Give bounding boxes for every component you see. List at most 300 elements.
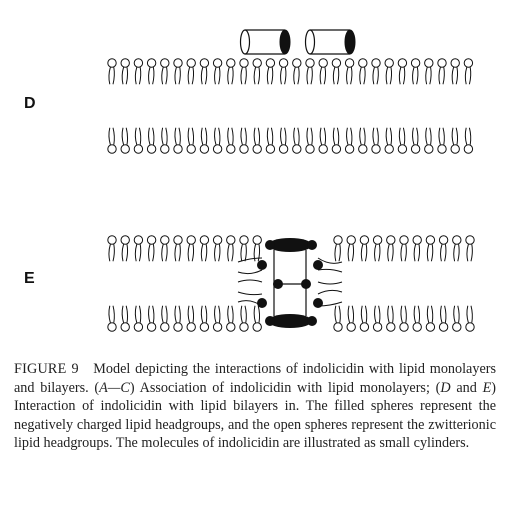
zwitterionic-lipid (387, 306, 395, 331)
lipid-tail (232, 306, 233, 323)
lipid-tail (162, 128, 163, 145)
zwitterionic-lipid (385, 128, 393, 153)
lipid-headgroup (360, 236, 368, 244)
zwitterionic-lipid (187, 236, 195, 261)
lipid-tail (232, 244, 233, 261)
lipid-tail (458, 306, 459, 323)
lipid-tail (109, 67, 110, 84)
charged-headgroup (265, 316, 275, 326)
lipid-tail (452, 67, 453, 84)
lipid-tail (162, 244, 163, 261)
lipid-tail (467, 306, 468, 323)
caption-italic-3: E (482, 379, 492, 396)
lipid-tail (392, 244, 393, 261)
zwitterionic-lipid (147, 59, 155, 84)
caption-text-2: ) Association of indolicidin with lipid monolayers; ( (129, 379, 441, 396)
lipid-tail (166, 128, 167, 145)
lipid-headgroup (334, 323, 342, 331)
lipid-tail (192, 244, 193, 261)
zwitterionic-lipid (161, 128, 169, 153)
zwitterionic-lipid (174, 236, 182, 261)
lipid-tail (238, 270, 262, 274)
zwitterionic-lipid (360, 306, 368, 331)
cylinder-end-filled (280, 30, 290, 54)
lipid-headgroup (147, 145, 155, 153)
zwitterionic-lipid (174, 128, 182, 153)
lipid-tail (241, 67, 242, 84)
lipid-tail (205, 67, 206, 84)
lipid-headgroup (439, 323, 447, 331)
lipid-headgroup (306, 145, 314, 153)
zwitterionic-lipid (439, 236, 447, 261)
caption-text-3: and (450, 379, 483, 396)
lipid-tail (241, 128, 242, 145)
panel-label-e: E (24, 270, 35, 287)
lipid-tail (347, 128, 348, 145)
lipid-headgroup (213, 236, 221, 244)
lipid-tail (337, 128, 338, 145)
lipid-headgroup (200, 236, 208, 244)
lipid-tail (427, 306, 428, 323)
zwitterionic-lipid (187, 59, 195, 84)
lipid-tail (390, 128, 391, 145)
lipid-tail (414, 306, 415, 323)
lipid-tail (324, 128, 325, 145)
lipid-tail (469, 67, 470, 84)
zwitterionic-lipid (426, 306, 434, 331)
lipid-tail (351, 128, 352, 145)
zwitterionic-lipid (319, 59, 327, 84)
lipid-tail (427, 244, 428, 261)
lipid-tail (215, 128, 216, 145)
lipid-tail (361, 244, 362, 261)
lipid-tail (179, 244, 180, 261)
lipid-headgroup (174, 145, 182, 153)
lipid-tail (294, 67, 295, 84)
lipid-tail (294, 128, 295, 145)
lipid-headgroup (253, 59, 261, 67)
zwitterionic-lipid (451, 59, 459, 84)
lipid-tail (324, 67, 325, 84)
lipid-headgroup (200, 323, 208, 331)
lipid-tail (258, 128, 259, 145)
zwitterionic-lipid (413, 236, 421, 261)
zwitterionic-lipid (385, 59, 393, 84)
lipid-tail (454, 244, 455, 261)
lipid-headgroup (426, 236, 434, 244)
lipid-tail (135, 128, 136, 145)
lipid-tail (271, 67, 272, 84)
caption-italic-1: A—C (99, 379, 130, 396)
lipid-tail (365, 244, 366, 261)
lipid-headgroup (147, 323, 155, 331)
lipid-tail (281, 67, 282, 84)
zwitterionic-lipid (360, 236, 368, 261)
lipid-tail (258, 306, 259, 323)
lipid-headgroup (279, 145, 287, 153)
zwitterionic-lipid (400, 236, 408, 261)
lipid-headgroup (398, 145, 406, 153)
lipid-headgroup (387, 323, 395, 331)
lipid-tail (188, 244, 189, 261)
lipid-tail (360, 128, 361, 145)
lipid-tail (126, 67, 127, 84)
zwitterionic-lipid (400, 306, 408, 331)
zwitterionic-lipid (253, 236, 261, 261)
lipid-tail (149, 306, 150, 323)
zwitterionic-lipid (147, 128, 155, 153)
lipid-tail (109, 128, 110, 145)
lipid-tail (403, 67, 404, 84)
lipid-tail (153, 244, 154, 261)
lipid-headgroup (438, 145, 446, 153)
zwitterionic-lipid (398, 59, 406, 84)
lipid-tail (426, 128, 427, 145)
lipid-tail (418, 244, 419, 261)
lipid-tail (377, 128, 378, 145)
lipid-tail (364, 67, 365, 84)
zwitterionic-lipid (161, 236, 169, 261)
lipid-tail (351, 67, 352, 84)
lipid-tail (135, 67, 136, 84)
lipid-tail (337, 67, 338, 84)
zwitterionic-lipid (426, 236, 434, 261)
lipid-tail (335, 244, 336, 261)
zwitterionic-lipid (306, 59, 314, 84)
zwitterionic-lipid (466, 236, 474, 261)
lipid-tail (109, 306, 110, 323)
zwitterionic-lipid (347, 236, 355, 261)
zwitterionic-lipid (439, 306, 447, 331)
lipid-tail (364, 128, 365, 145)
lipid-tail (175, 306, 176, 323)
lipid-headgroup (134, 145, 142, 153)
lipid-headgroup (108, 323, 116, 331)
lipid-tail (285, 67, 286, 84)
lipid-tail (298, 128, 299, 145)
zwitterionic-lipid (147, 306, 155, 331)
lipid-headgroup (345, 59, 353, 67)
zwitterionic-lipid (413, 306, 421, 331)
zwitterionic-lipid (373, 236, 381, 261)
lipid-tail (417, 128, 418, 145)
lipid-tail (201, 67, 202, 84)
lipid-tail (320, 67, 321, 84)
zwitterionic-lipid (359, 59, 367, 84)
lipid-tail (228, 128, 229, 145)
lipid-tail (441, 306, 442, 323)
zwitterionic-lipid (359, 128, 367, 153)
lipid-tail (441, 244, 442, 261)
lipid-tail (153, 67, 154, 84)
lipid-tail (228, 244, 229, 261)
lipid-tail (414, 244, 415, 261)
lipid-tail (126, 306, 127, 323)
zwitterionic-lipid (240, 236, 248, 261)
lipid-tail (439, 67, 440, 84)
lipid-headgroup (121, 323, 129, 331)
cylinder-end (306, 30, 315, 54)
lipid-tail (456, 67, 457, 84)
lipid-headgroup (438, 59, 446, 67)
zwitterionic-lipid (213, 128, 221, 153)
lipid-tail (188, 306, 189, 323)
zwitterionic-lipid (425, 128, 433, 153)
lipid-headgroup (240, 236, 248, 244)
lipid-headgroup (387, 236, 395, 244)
lipid-tail (469, 128, 470, 145)
lipid-tail (135, 244, 136, 261)
lipid-tail (139, 244, 140, 261)
lipid-tail (426, 67, 427, 84)
lipid-headgroup (347, 236, 355, 244)
lipid-tail (245, 244, 246, 261)
lipid-tail (258, 244, 259, 261)
panel-d-bilayer (108, 30, 473, 153)
zwitterionic-lipid (372, 59, 380, 84)
lipid-headgroup (425, 59, 433, 67)
lipid-tail (267, 128, 268, 145)
lipid-headgroup (266, 59, 274, 67)
lipid-tail (281, 128, 282, 145)
cylinder-end-filled (345, 30, 355, 54)
zwitterionic-lipid (411, 59, 419, 84)
lipid-tail (122, 244, 123, 261)
zwitterionic-lipid (187, 306, 195, 331)
lipid-tail (360, 67, 361, 84)
indolicidin-cylinder (241, 30, 291, 54)
lipid-tail (379, 244, 380, 261)
lipid-tail (431, 244, 432, 261)
zwitterionic-lipid (213, 306, 221, 331)
lipid-headgroup (240, 145, 248, 153)
panel-label-d: D (24, 95, 36, 112)
caption-figure-number: FIGURE 9 (14, 361, 79, 377)
lipid-tail (162, 67, 163, 84)
zwitterionic-lipid (332, 128, 340, 153)
lipid-tail (465, 67, 466, 84)
lipid-tail (166, 67, 167, 84)
lipid-tail (192, 306, 193, 323)
lipid-tail (405, 306, 406, 323)
lipid-tail (188, 128, 189, 145)
lipid-tail (245, 67, 246, 84)
lipid-headgroup (108, 59, 116, 67)
lipid-tail (201, 244, 202, 261)
lipid-tail (399, 128, 400, 145)
lipid-headgroup (121, 59, 129, 67)
lipid-tail (318, 269, 342, 272)
zwitterionic-lipid (345, 59, 353, 84)
zwitterionic-lipid (108, 306, 116, 331)
lipid-headgroup (200, 59, 208, 67)
zwitterionic-lipid (387, 236, 395, 261)
lipid-tail (388, 244, 389, 261)
lipid-tail (443, 67, 444, 84)
lipid-headgroup (359, 59, 367, 67)
zwitterionic-lipid (453, 306, 461, 331)
lipid-tail (365, 306, 366, 323)
lipid-headgroup (213, 145, 221, 153)
zwitterionic-lipid (279, 59, 287, 84)
caption-text-4: ) Interaction of indolicidin with lipid bilayers in. The filled spheres represent the negatively charged lipid headgroups, and the open spheres represent the zwitterionic lipid headgroups. The molecules of indolicidin are illustrated as small cylinders. (14, 379, 496, 452)
lipid-headgroup (359, 145, 367, 153)
zwitterionic-lipid (373, 306, 381, 331)
lipid-tail (352, 244, 353, 261)
lipid-tail (307, 67, 308, 84)
lipid-tail (201, 128, 202, 145)
lipid-headgroup (253, 236, 261, 244)
zwitterionic-lipid (134, 306, 142, 331)
lipid-headgroup (187, 145, 195, 153)
lipid-headgroup (213, 323, 221, 331)
lipid-tail (126, 128, 127, 145)
lipid-tail (430, 128, 431, 145)
lipid-tail (232, 67, 233, 84)
lipid-tail (149, 244, 150, 261)
lipid-tail (219, 244, 220, 261)
zwitterionic-lipid (438, 128, 446, 153)
lipid-headgroup (372, 59, 380, 67)
zwitterionic-lipid (213, 59, 221, 84)
lipid-tail (113, 306, 114, 323)
cylinder-body (245, 30, 285, 54)
lipid-tail (375, 306, 376, 323)
lipid-tail (175, 244, 176, 261)
zwitterionic-lipid (240, 59, 248, 84)
lipid-tail (205, 128, 206, 145)
lipid-tail (205, 244, 206, 261)
lipid-headgroup (187, 323, 195, 331)
lipid-headgroup (439, 236, 447, 244)
lipid-tail (122, 306, 123, 323)
lipid-headgroup (373, 323, 381, 331)
lipid-tail (153, 306, 154, 323)
charged-headgroup (257, 260, 267, 270)
lipid-tail (228, 67, 229, 84)
lipid-headgroup (413, 323, 421, 331)
zwitterionic-lipid (161, 306, 169, 331)
lipid-headgroup (345, 145, 353, 153)
lipid-headgroup (464, 145, 472, 153)
lipid-tail (228, 306, 229, 323)
zwitterionic-lipid (253, 128, 261, 153)
lipid-tail (192, 67, 193, 84)
indolicidin-cylinder (306, 30, 356, 54)
lipid-headgroup (213, 59, 221, 67)
lipid-tail (373, 67, 374, 84)
zwitterionic-lipid (372, 128, 380, 153)
zwitterionic-lipid (332, 59, 340, 84)
lipid-tail (232, 128, 233, 145)
lipid-tail (399, 67, 400, 84)
lipid-headgroup (147, 59, 155, 67)
lipid-tail (445, 244, 446, 261)
lipid-tail (162, 306, 163, 323)
lipid-tail (431, 306, 432, 323)
lipid-tail (403, 128, 404, 145)
lipid-headgroup (227, 323, 235, 331)
lipid-headgroup (240, 323, 248, 331)
lipid-headgroup (187, 59, 195, 67)
lipid-headgroup (332, 59, 340, 67)
lipid-headgroup (398, 59, 406, 67)
membrane-pore (257, 238, 323, 328)
lipid-headgroup (451, 59, 459, 67)
lipid-tail (348, 306, 349, 323)
lipid-headgroup (161, 323, 169, 331)
lipid-tail (149, 128, 150, 145)
lipid-headgroup (306, 59, 314, 67)
lipid-tail (219, 128, 220, 145)
lipid-tail (285, 128, 286, 145)
charged-headgroup (307, 240, 317, 250)
lipid-tail (318, 290, 342, 294)
lipid-headgroup (121, 145, 129, 153)
zwitterionic-lipid (227, 59, 235, 84)
lipid-tail (254, 128, 255, 145)
zwitterionic-lipid (227, 128, 235, 153)
lipid-headgroup (161, 59, 169, 67)
lipid-tail (339, 306, 340, 323)
lipid-tail (175, 67, 176, 84)
lipid-headgroup (240, 59, 248, 67)
zwitterionic-lipid (345, 128, 353, 153)
lipid-tail (166, 244, 167, 261)
zwitterionic-lipid (253, 306, 261, 331)
zwitterionic-lipid (398, 128, 406, 153)
pore-lipid-tails (238, 258, 342, 306)
lipid-tail (122, 128, 123, 145)
zwitterionic-lipid (200, 236, 208, 261)
lipid-headgroup (161, 145, 169, 153)
lipid-headgroup (373, 236, 381, 244)
lipid-tail (386, 67, 387, 84)
zwitterionic-lipid (240, 306, 248, 331)
lipid-tail (179, 306, 180, 323)
lipid-tail (430, 67, 431, 84)
lipid-tail (348, 244, 349, 261)
figure-caption (14, 360, 496, 453)
panel-e-bilayer (108, 236, 474, 331)
lipid-tail (339, 244, 340, 261)
lipid-headgroup (453, 323, 461, 331)
lipid-headgroup (360, 323, 368, 331)
lipid-headgroup (451, 145, 459, 153)
zwitterionic-lipid (451, 128, 459, 153)
lipid-tail (298, 67, 299, 84)
caption-text-1: Model depicting the interactions of indolicidin with lipid monolayers and bilayers. ( (14, 361, 496, 396)
zwitterionic-lipid (200, 59, 208, 84)
lipid-tail (333, 67, 334, 84)
lipid-tail (401, 306, 402, 323)
lipid-headgroup (464, 59, 472, 67)
zwitterionic-lipid (227, 306, 235, 331)
lipid-headgroup (134, 236, 142, 244)
lipid-tail (188, 67, 189, 84)
lipid-tail (465, 128, 466, 145)
cylinder-end (241, 30, 250, 54)
zwitterionic-lipid (347, 306, 355, 331)
lipid-headgroup (332, 145, 340, 153)
lipid-headgroup (426, 323, 434, 331)
zwitterionic-lipid (134, 236, 142, 261)
lipid-tail (413, 128, 414, 145)
zwitterionic-lipid (240, 128, 248, 153)
lipid-tail (417, 67, 418, 84)
zwitterionic-lipid (213, 236, 221, 261)
lipid-headgroup (347, 323, 355, 331)
